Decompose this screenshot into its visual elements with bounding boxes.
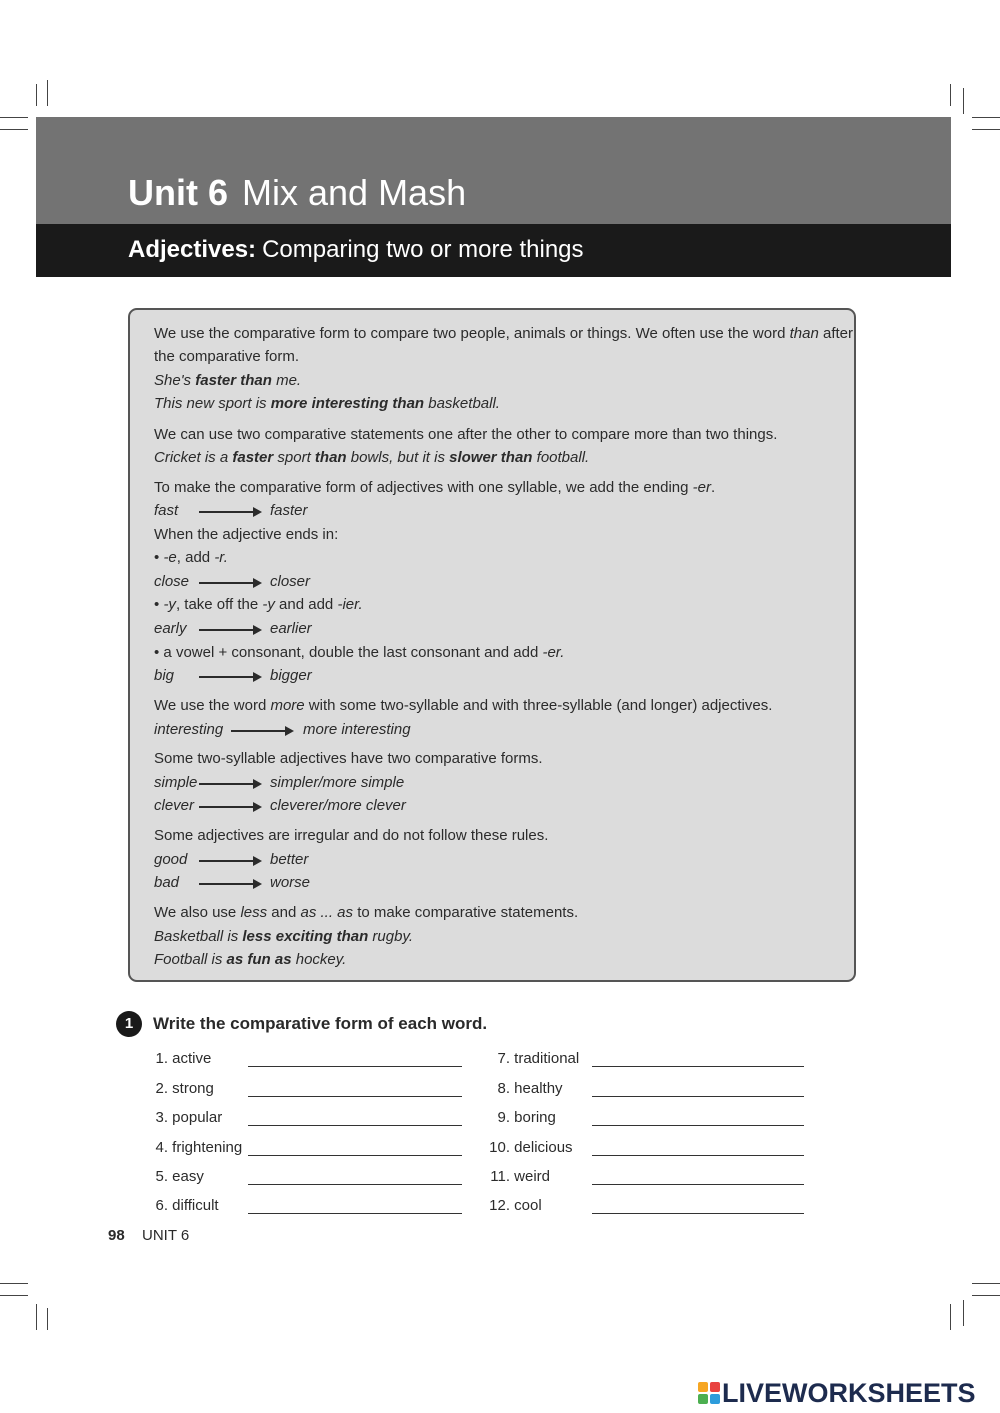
answer-field-9[interactable]	[592, 1113, 804, 1126]
crop-mark	[0, 1283, 28, 1284]
example-sentence: This new sport is more interesting than basketball.	[154, 395, 500, 412]
exercise-item: 7. traditional	[497, 1050, 580, 1067]
section-rest: Comparing two or more things	[262, 236, 584, 263]
word-comparative: better	[270, 851, 309, 868]
grammar-text: Some two-syllable adjectives have two comparative forms.	[154, 750, 543, 767]
arrow-icon	[199, 629, 259, 631]
example-sentence: She's faster than me.	[154, 372, 302, 389]
answer-field-12[interactable]	[592, 1201, 804, 1214]
answer-field-4[interactable]	[248, 1143, 462, 1156]
example-sentence: Cricket is a faster sport than bowls, but it is slower than football.	[154, 449, 590, 466]
answer-field-2[interactable]	[248, 1084, 462, 1097]
crop-mark	[0, 129, 28, 130]
answer-field-6[interactable]	[248, 1201, 462, 1214]
answer-field-8[interactable]	[592, 1084, 804, 1097]
rule-bullet: • a vowel + consonant, double the last consonant and add -er.	[154, 644, 565, 661]
grammar-text: We can use two comparative statements one after the other to compare more than two things.	[154, 426, 778, 443]
exercise-instruction: Write the comparative form of each word.	[153, 1014, 488, 1033]
unit-title	[128, 172, 466, 214]
crop-mark	[47, 1308, 48, 1330]
section-lead: Adjectives:	[128, 236, 257, 263]
word-base: bad	[154, 874, 180, 891]
crop-mark	[963, 88, 964, 114]
crop-mark	[972, 1295, 1000, 1296]
crop-mark	[972, 1283, 1000, 1284]
exercise-item: 8. healthy	[497, 1080, 563, 1097]
arrow-icon	[231, 730, 291, 732]
answer-field-11[interactable]	[592, 1172, 804, 1185]
crop-mark	[36, 84, 37, 106]
word-comparative: faster	[270, 502, 308, 519]
word-base: simple	[154, 774, 198, 791]
crop-mark	[0, 117, 28, 118]
word-base: clever	[154, 797, 195, 814]
answer-field-7[interactable]	[592, 1054, 804, 1067]
arrow-icon	[199, 883, 259, 885]
word-comparative: earlier	[270, 620, 312, 637]
rule-bullet: • -e, add -r.	[154, 549, 228, 566]
arrow-icon	[199, 806, 259, 808]
word-comparative: simpler/more simple	[270, 774, 405, 791]
exercise-item: 5. easy	[155, 1168, 204, 1185]
grammar-text: We also use less and as ... as to make comparative statements.	[154, 904, 579, 921]
crop-mark	[972, 129, 1000, 130]
grammar-text: Some adjectives are irregular and do not follow these rules.	[154, 827, 549, 844]
grammar-text: We use the word more with some two-syllable and with three-syllable (and longer) adjectives.	[154, 697, 773, 714]
arrow-icon	[199, 783, 259, 785]
rule-bullet: • -y, take off the -y and add -ier.	[154, 596, 363, 613]
logo-text: LIVEWORKSHEETS	[722, 1377, 976, 1408]
crop-mark	[950, 84, 951, 106]
crop-mark	[0, 1295, 28, 1296]
grammar-text: When the adjective ends in:	[154, 526, 339, 543]
crop-mark	[963, 1300, 964, 1326]
grammar-text: the comparative form.	[154, 348, 300, 365]
exercise-item: 1. active	[155, 1050, 212, 1067]
unit-number: Unit 6	[128, 172, 229, 213]
grammar-text: To make the comparative form of adjectives with one syllable, we add the ending -er.	[154, 479, 716, 496]
grammar-text: We use the comparative form to compare two people, animals or things. We often use the word than after	[154, 325, 853, 342]
section-title	[128, 236, 584, 264]
word-base: close	[154, 573, 190, 590]
exercise-item: 9. boring	[497, 1109, 556, 1126]
crop-mark	[950, 1304, 951, 1330]
arrow-icon	[199, 582, 259, 584]
exercise-item: 3. popular	[155, 1109, 223, 1126]
exercise-item: 10. delicious	[489, 1139, 573, 1156]
answer-field-1[interactable]	[248, 1054, 462, 1067]
logo-grid-icon	[698, 1382, 720, 1404]
unit-name: Mix and Mash	[242, 172, 467, 213]
exercise-item: 11. weird	[490, 1168, 551, 1185]
word-comparative: closer	[270, 573, 311, 590]
exercise-item: 6. difficult	[155, 1197, 219, 1214]
crop-mark	[972, 117, 1000, 118]
liveworksheets-logo[interactable]	[698, 1378, 976, 1408]
crop-mark	[36, 1304, 37, 1330]
word-comparative: bigger	[270, 667, 312, 684]
example-sentence: Basketball is less exciting than rugby.	[154, 928, 413, 945]
answer-field-10[interactable]	[592, 1143, 804, 1156]
page-number: 98	[108, 1227, 125, 1244]
answer-field-3[interactable]	[248, 1113, 462, 1126]
exercise-item: 2. strong	[155, 1080, 214, 1097]
footer-unit-label: UNIT 6	[142, 1227, 190, 1244]
exercise-item: 4. frightening	[155, 1139, 243, 1156]
word-base: good	[154, 851, 188, 868]
word-base: interesting	[154, 721, 224, 738]
crop-mark	[47, 80, 48, 106]
word-comparative: worse	[270, 874, 311, 891]
word-base: early	[154, 620, 187, 637]
word-comparative: cleverer/more clever	[270, 797, 406, 814]
example-sentence: Football is as fun as hockey.	[154, 951, 347, 968]
word-base: fast	[154, 502, 179, 519]
word-base: big	[154, 667, 175, 684]
arrow-icon	[199, 676, 259, 678]
arrow-icon	[199, 511, 259, 513]
exercise-item: 12. cool	[489, 1197, 542, 1214]
arrow-icon	[199, 860, 259, 862]
exercise-number-badge: 1	[116, 1011, 142, 1037]
answer-field-5[interactable]	[248, 1172, 462, 1185]
word-comparative: more interesting	[303, 721, 411, 738]
